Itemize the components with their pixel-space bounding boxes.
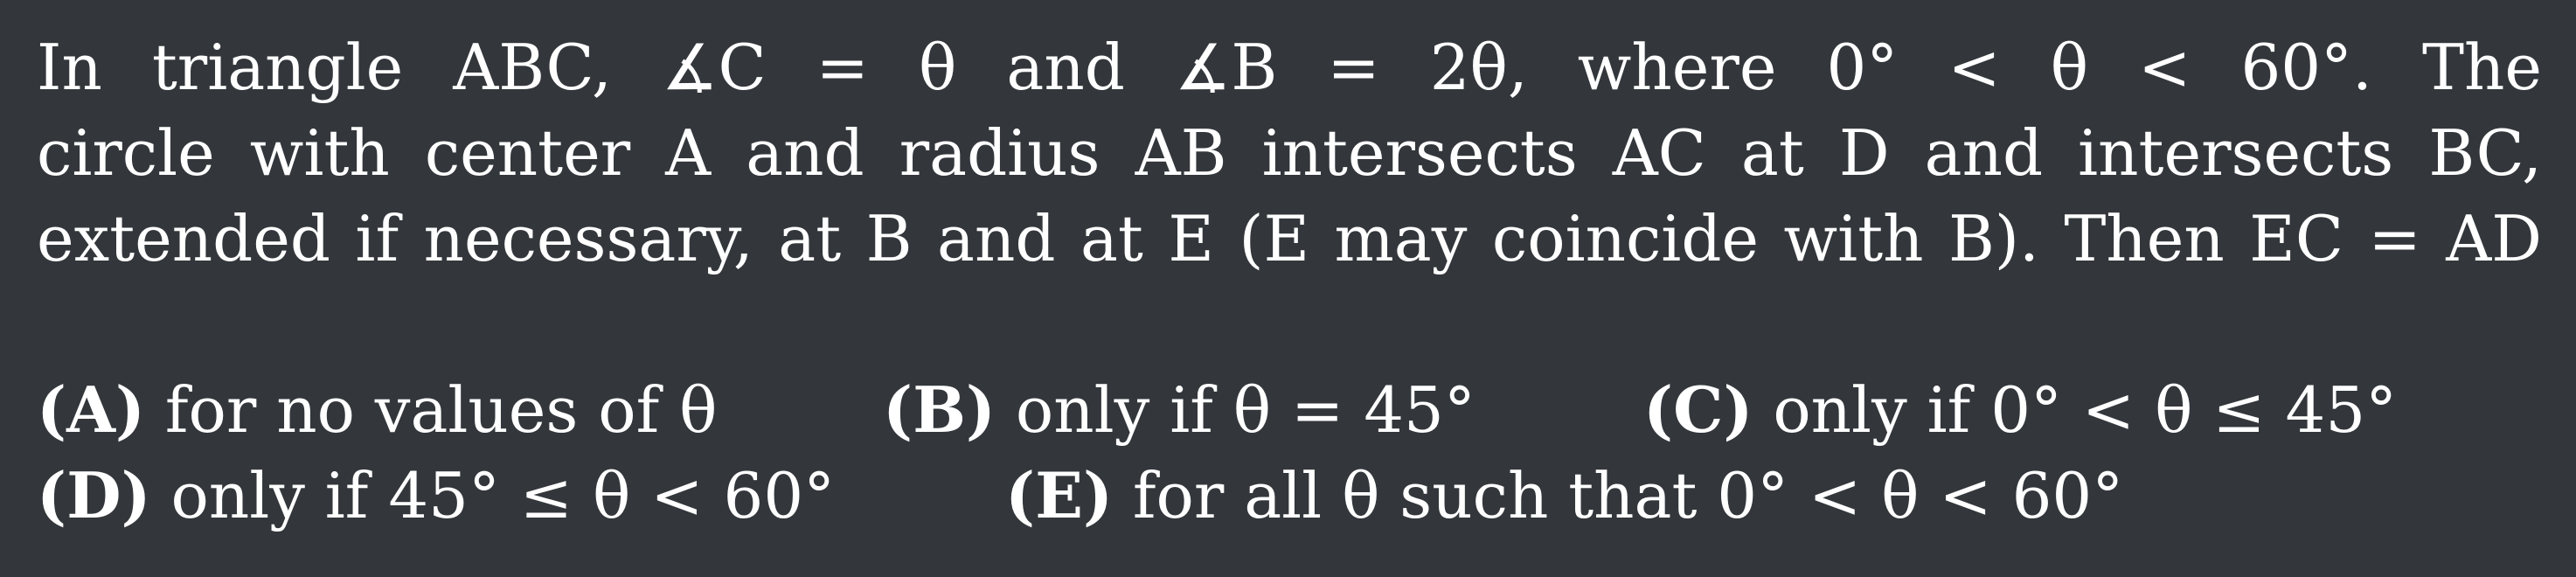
choice-d-letter: (D): [37, 458, 151, 532]
choice-b-text: only if θ = 45°: [1015, 373, 1475, 447]
problem-line-3: extended if necessary, at B and at E (E may coincide with B). Then EC = AD: [37, 202, 2542, 275]
problem-line-2: circle with center A and radius AB intersects AC at D and intersects BC,: [37, 116, 2542, 190]
problem-line-1: In triangle ABC, ∡C = θ and ∡B = 2θ, where 0° < θ < 60°. The: [37, 31, 2542, 104]
choice-a[interactable]: [37, 367, 717, 453]
choice-b-letter: (B): [883, 372, 996, 447]
choice-d-text: only if 45° ≤ θ < 60°: [170, 459, 836, 532]
choice-a-text: for no values of θ: [164, 373, 718, 447]
choice-c[interactable]: [1643, 367, 2397, 453]
choice-e-text: for all θ such that 0° < θ < 60°: [1132, 459, 2124, 532]
choice-e[interactable]: [1005, 453, 2123, 539]
choice-c-text: only if 0° < θ ≤ 45°: [1773, 373, 2398, 447]
choice-b[interactable]: [883, 367, 1475, 453]
choice-c-letter: (C): [1643, 372, 1753, 447]
problem-statement: [37, 24, 2542, 282]
choice-d[interactable]: [37, 453, 835, 539]
choice-a-letter: (A): [37, 372, 145, 447]
choice-e-letter: (E): [1005, 458, 1114, 532]
